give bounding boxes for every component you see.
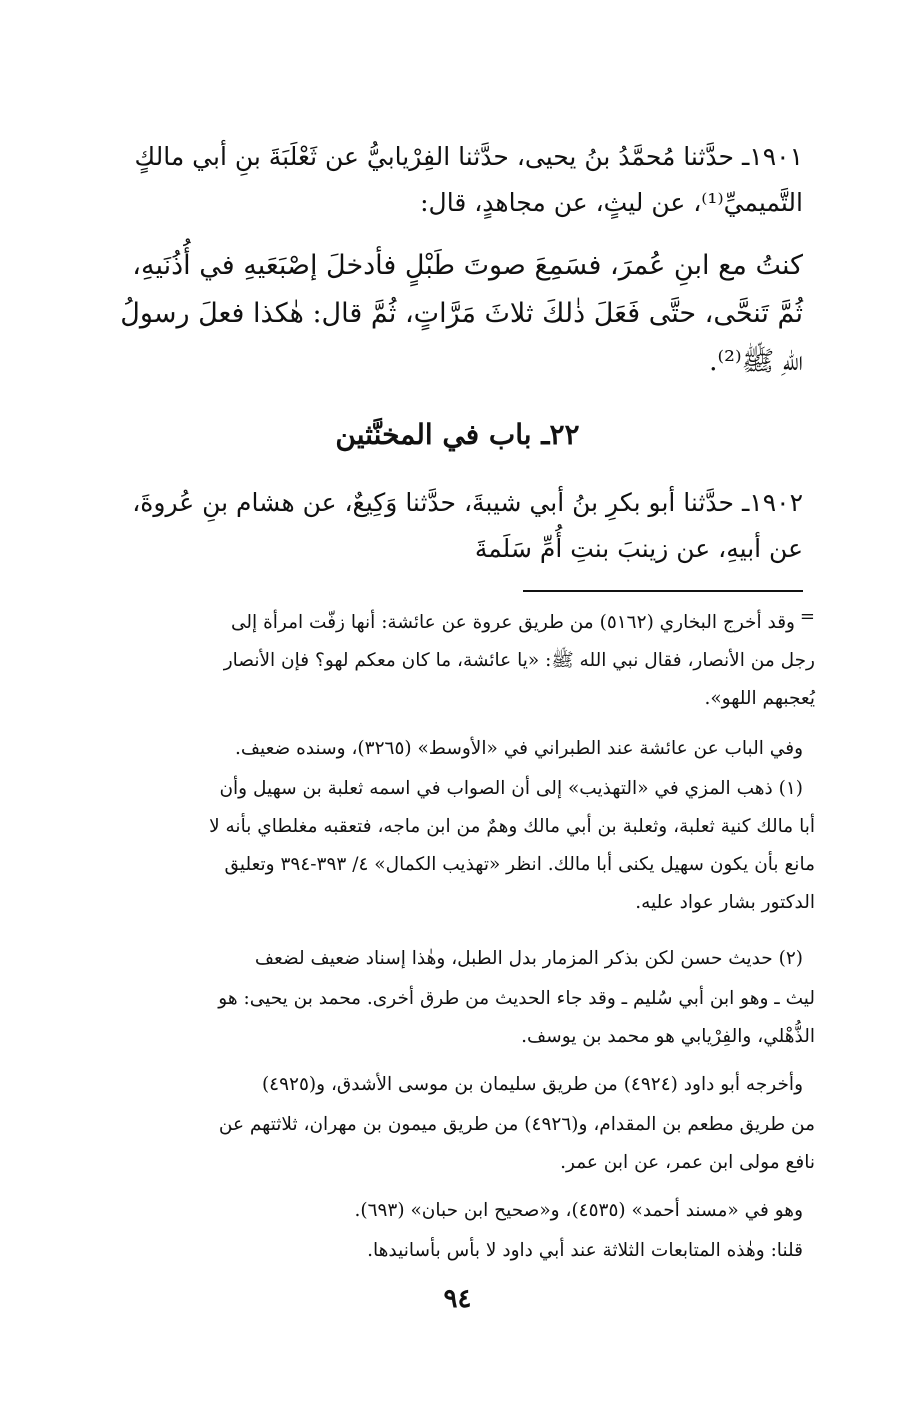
- footnote-line: وهو في «مسند أحمد» (٤٥٣٥)، و«صحيح ابن حبان» (٦٩٣).: [354, 1200, 803, 1221]
- text-line: ١٩٠٢ـ حدَّثنا أبو بكرِ بنُ أبي شيبةَ، حدَّثنا وَكِيعٌ، عن هشام بنِ عُروةَ،: [132, 488, 803, 517]
- footnote-line: يُعجبهم اللهو».: [704, 688, 815, 709]
- chapter-heading: ٢٢ـ باب في المخنَّثين: [335, 418, 580, 451]
- footnote-line: (٢) حديث حسن لكن بذكر المزمار بدل الطبل، وهٰذا إسناد ضعيف لضعف: [254, 948, 803, 969]
- footnote-2-body: [115, 980, 815, 1056]
- hadith-1902-isnad: [113, 480, 803, 572]
- footnote-2-abudawud: [103, 1066, 803, 1104]
- footnote-line: ليث ـ وهو ابن أبي سُليم ـ وقد جاء الحديث من طرق أخرى. محمد بن يحيى: هو: [218, 988, 815, 1009]
- footnote-line: مانع بأن يكون سهيل يكنى أبا مالك. انظر «تهذيب الكمال» ٤/ ٣٩٣-٣٩٤ وتعليق: [224, 854, 815, 875]
- footnote-2: [103, 940, 803, 978]
- footnotes-block: [115, 642, 815, 718]
- text-line: عن أبيهِ، عن زينبَ بنتِ أُمِّ سَلَمةَ: [474, 534, 803, 563]
- footnote-separator: [523, 590, 803, 592]
- footnote-2-musnad: [103, 1192, 803, 1230]
- footnote-1: [103, 770, 803, 808]
- footnote-line: وقد أخرج البخاري (٥١٦٢) من طريق عروة عن عائشة: أنها زفّت امرأة إلى: [231, 612, 795, 633]
- footnote-line: قلنا: وهٰذه المتابعات الثلاثة عند أبي داود لا بأس بأسانيدها.: [367, 1240, 803, 1261]
- footnote-line: رجل من الأنصار، فقال نبي الله ﷺ: «يا عائشة، ما كان معكم لهو؟ فإن الأنصار: [223, 650, 815, 671]
- text-line: اللهِ ﷺ⁽²⁾.: [708, 346, 803, 377]
- footnote-2-conclusion: [103, 1232, 803, 1270]
- text-line: التَّميميِّ⁽¹⁾، عن ليثٍ، عن مجاهدٍ، قال:: [420, 188, 803, 217]
- footnote-line: من طريق مطعم بن المقدام، و(٤٩٢٦) من طريق ميمون بن مهران، ثلاثتهم عن: [218, 1114, 815, 1135]
- footnote-1-body: [115, 808, 815, 922]
- page-number: ٩٤: [443, 1284, 472, 1314]
- footnote-line: نافع مولى ابن عمر، عن ابن عمر.: [560, 1152, 815, 1173]
- text-line: ١٩٠١ـ حدَّثنا مُحمَّدُ بنُ يحيى، حدَّثنا الفِرْيابيُّ عن ثَعْلَبَةَ بنِ أبي مالكٍ: [134, 142, 803, 171]
- footnote-continuation-marker: =: [799, 606, 815, 627]
- footnote-line: الدكتور بشار عواد عليه.: [635, 892, 815, 913]
- footnotes-block: [115, 604, 795, 642]
- footnote-line: الذُّهْلي، والفِرْيابي هو محمد بن يوسف.: [521, 1026, 815, 1047]
- footnote-line: (١) ذهب المزي في «التهذيب» إلى أن الصواب في اسمه ثعلبة بن سهيل وأن: [219, 778, 803, 799]
- footnote-line: وفي الباب عن عائشة عند الطبراني في «الأوسط» (٣٢٦٥)، وسنده ضعيف.: [235, 738, 803, 759]
- footnote-2-abudawud-cont: [115, 1106, 815, 1182]
- text-line: ثُمَّ تَنحَّى، حتَّى فَعَلَ ذٰلكَ ثلاثَ مَرَّاتٍ، ثُمَّ قال: هٰكذا فعلَ رسولُ: [120, 298, 803, 329]
- footnotes-block: [103, 730, 803, 768]
- text-line: كنتُ مع ابنِ عُمرَ، فسَمِعَ صوتَ طَبْلٍ فأدخلَ إصْبَعَيهِ في أُذُنَيهِ،: [132, 250, 803, 281]
- footnote-line: أبا مالك كنية ثعلبة، وثعلبة بن أبي مالك وهمٌ من ابن ماجه، فتعقبه مغلطاي بأنه لا: [209, 816, 815, 837]
- hadith-1901-isnad: [113, 134, 803, 226]
- hadith-1901-text: [113, 242, 803, 386]
- footnote-line: وأخرجه أبو داود (٤٩٢٤) من طريق سليمان بن موسى الأشدق، و(٤٩٢٥): [261, 1074, 803, 1095]
